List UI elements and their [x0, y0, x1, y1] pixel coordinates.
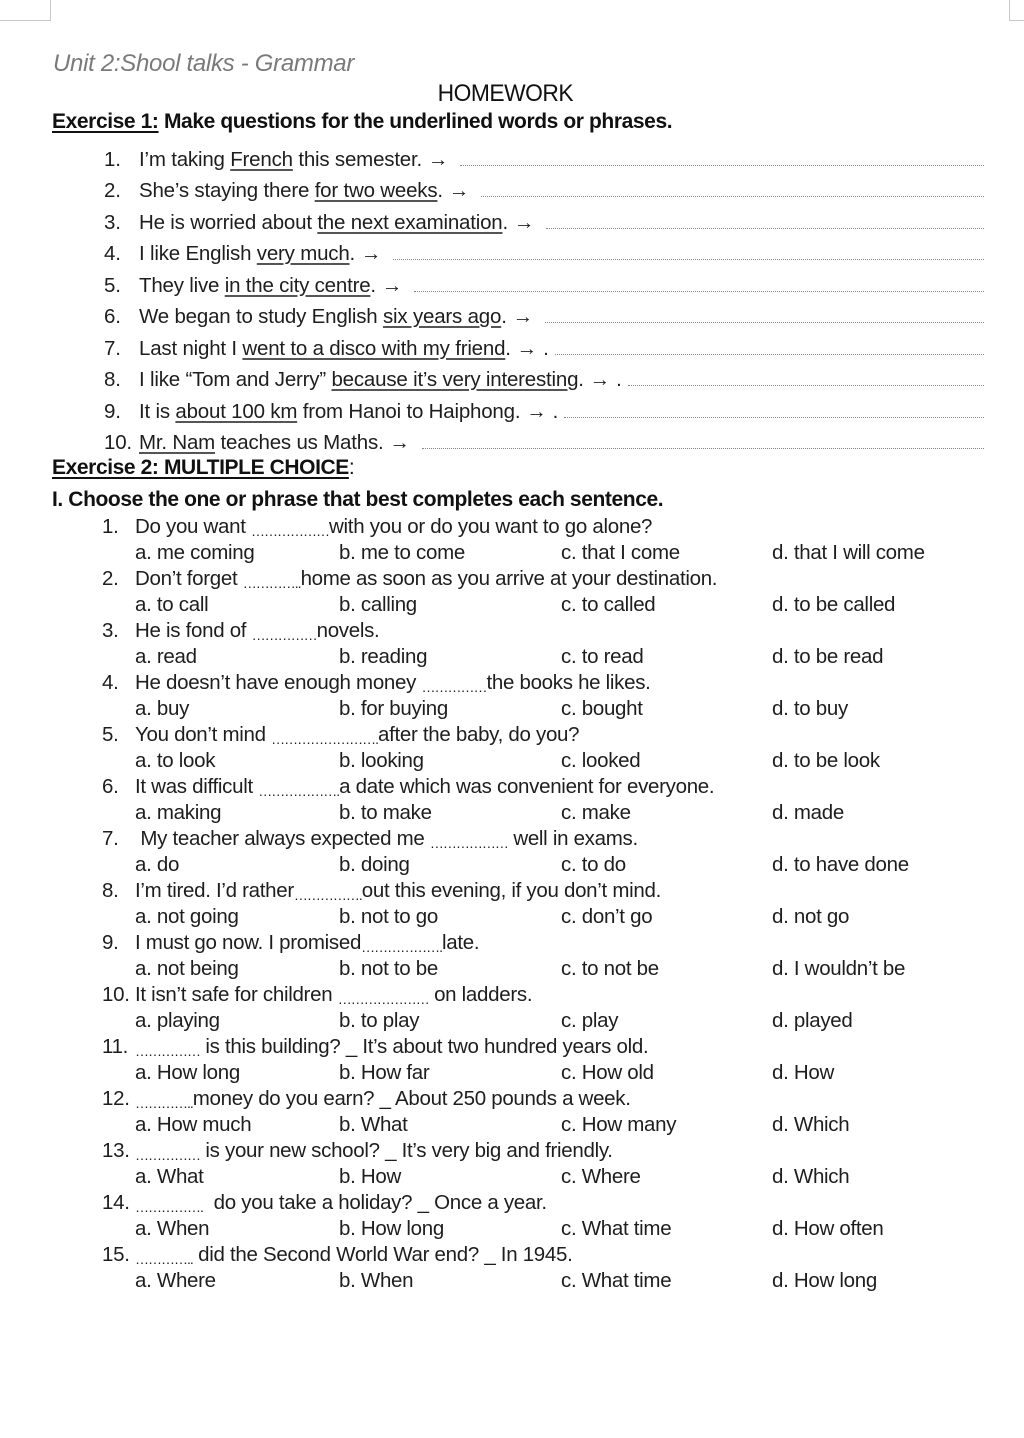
item-number: 5.: [104, 273, 121, 297]
option-b[interactable]: b. not to be: [339, 957, 438, 980]
option-a[interactable]: a. me coming: [135, 541, 255, 564]
answer-blank[interactable]: ……………….: [361, 939, 442, 955]
option-c[interactable]: c. How many: [561, 1113, 677, 1136]
question-number: 2.: [102, 567, 119, 590]
underlined-phrase: very much: [256, 242, 350, 265]
answer-lead: .: [543, 336, 549, 360]
question-after: the books he likes.: [486, 671, 651, 694]
sentence-before: I’m taking: [139, 147, 231, 171]
question-number: 4.: [102, 671, 119, 694]
question-text: [102, 513, 1002, 539]
sentence-before: He is worried about: [139, 210, 318, 234]
option-a[interactable]: a. to call: [135, 593, 209, 616]
answer-blank[interactable]: ……………: [421, 679, 487, 695]
answer-line[interactable]: [564, 417, 984, 418]
exercise1-item: [104, 172, 984, 204]
question-after: with you or do you want to go alone?: [329, 515, 653, 538]
sentence-before: They live: [139, 273, 225, 297]
option-b[interactable]: b. to play: [339, 1009, 420, 1032]
answer-blank[interactable]: …………….: [135, 1199, 203, 1215]
option-d[interactable]: d. played: [772, 1009, 853, 1032]
option-c[interactable]: c. to not be: [561, 957, 659, 980]
option-a[interactable]: a. How much: [135, 1113, 252, 1136]
question-before: Do you want: [135, 515, 252, 538]
answer-lead: .: [552, 399, 559, 423]
exercise2-heading: [52, 456, 354, 480]
options-row: [102, 643, 1002, 669]
option-d[interactable]: d. to be called: [772, 593, 896, 616]
sentence-after: .: [437, 179, 443, 202]
option-a[interactable]: a. Where: [135, 1269, 216, 1292]
option-c[interactable]: c. What time: [561, 1269, 672, 1292]
arrow-icon: →: [514, 210, 535, 234]
question-before: I must go now. I promised: [135, 931, 362, 954]
arrow-icon: →: [361, 242, 382, 265]
question-number: 15.: [102, 1243, 130, 1266]
option-d[interactable]: d. not go: [772, 905, 850, 928]
option-b[interactable]: b. looking: [339, 749, 424, 772]
item-number: 4.: [104, 242, 121, 265]
exercise1-item: [104, 203, 984, 235]
item-number: 7.: [104, 336, 121, 360]
option-c[interactable]: c. to do: [561, 853, 626, 876]
option-b[interactable]: b. How far: [339, 1061, 430, 1084]
question-before: Don’t forget: [135, 567, 243, 590]
option-c[interactable]: c. play: [561, 1009, 619, 1032]
question-number: 7.: [102, 827, 119, 850]
option-b[interactable]: b. to make: [339, 801, 432, 824]
options-row: [102, 747, 1002, 773]
option-c[interactable]: c. What time: [561, 1217, 672, 1240]
option-b[interactable]: b. calling: [339, 593, 417, 616]
homework-title: HOMEWORK: [437, 80, 574, 107]
option-b[interactable]: b. for buying: [339, 697, 448, 720]
sentence-after: .: [501, 305, 507, 328]
option-b[interactable]: b. not to go: [339, 905, 438, 928]
arrow-icon: →: [516, 336, 538, 360]
exercise1-heading: [52, 110, 672, 134]
answer-line[interactable]: [481, 196, 984, 197]
sentence-after: .: [578, 368, 584, 391]
question-after: after the baby, do you?: [377, 723, 580, 746]
sentence-before: She’s staying there: [139, 179, 315, 202]
question-text: [102, 1137, 1002, 1163]
arrow-icon: →: [381, 273, 403, 297]
question-text: [102, 617, 1002, 643]
question-number: 13.: [102, 1139, 130, 1162]
question-before: It isn’t safe for children: [135, 983, 338, 1006]
sentence-after: .: [370, 273, 376, 297]
option-c[interactable]: c. How old: [561, 1061, 654, 1084]
option-d[interactable]: d. Which: [772, 1165, 850, 1188]
option-b[interactable]: b. reading: [339, 645, 428, 668]
question-number: 10.: [102, 983, 130, 1006]
question-before: I’m tired. I’d rather: [135, 879, 294, 902]
question-before: It was difficult: [135, 775, 259, 798]
question-after: do you take a holiday? _ Once a year.: [202, 1191, 547, 1214]
underlined-phrase: for two weeks: [314, 179, 438, 202]
answer-line[interactable]: [414, 291, 984, 292]
sentence-after: .: [349, 242, 356, 265]
options-row: [102, 695, 1002, 721]
underlined-phrase: Mr. Nam: [139, 431, 216, 454]
item-number: 9.: [104, 399, 121, 423]
options-row: [102, 851, 1002, 877]
exercise1-item: [104, 361, 984, 393]
sentence-after: .: [502, 210, 508, 234]
options-row: [102, 1059, 1002, 1085]
option-c[interactable]: c. looked: [561, 749, 641, 772]
question-number: 8.: [102, 879, 119, 902]
underlined-phrase: went to a disco with my friend: [242, 336, 506, 360]
underlined-phrase: the next examination: [317, 210, 503, 234]
exercise2-label: Exercise 2: MULTIPLE CHOICE: [52, 456, 349, 479]
question-number: 14.: [102, 1191, 130, 1214]
item-number: 2.: [104, 179, 121, 202]
question-before: He is fond of: [135, 619, 252, 642]
options-row: [102, 1215, 1002, 1241]
page-corner-top-left: [0, 0, 51, 21]
options-row: [102, 1007, 1002, 1033]
answer-line[interactable]: [628, 385, 984, 386]
question-after: did the Second World War end? _ In 1945.: [192, 1243, 573, 1266]
exercise2-part-instruction: I. Choose the one or phrase that best completes each sentence.: [52, 488, 664, 511]
option-a[interactable]: a. playing: [135, 1009, 220, 1032]
option-d[interactable]: d. I wouldn’t be: [772, 957, 906, 980]
question-text: [102, 669, 1002, 695]
question-text: [102, 981, 1002, 1007]
exercise1-item: [104, 298, 984, 330]
exercise1-item: [104, 424, 984, 456]
options-row: [102, 1267, 1002, 1293]
arrow-icon: →: [389, 431, 410, 454]
question-number: 5.: [102, 723, 119, 746]
option-d[interactable]: d. that I will come: [772, 541, 925, 564]
exercise1-instruction: Make questions for the underlined words or phrases.: [158, 110, 673, 133]
underlined-phrase: French: [230, 147, 293, 171]
option-c[interactable]: c. that I come: [561, 541, 680, 564]
answer-blank[interactable]: ……………: [251, 627, 317, 643]
exercise1-item: [104, 329, 984, 361]
answer-blank[interactable]: ……………: [135, 1147, 200, 1163]
answer-line[interactable]: [545, 322, 984, 323]
option-a[interactable]: a. do: [135, 853, 180, 876]
underlined-phrase: about 100 km: [175, 399, 298, 423]
option-d[interactable]: d. Which: [772, 1113, 850, 1136]
options-row: [102, 799, 1002, 825]
sentence-before: It is: [139, 399, 176, 423]
question-after: novels.: [316, 619, 380, 642]
answer-blank[interactable]: ……………….: [258, 783, 340, 799]
option-a[interactable]: a. buy: [135, 697, 190, 720]
item-number: 10.: [104, 431, 132, 454]
arrow-icon: →: [589, 368, 611, 391]
option-d[interactable]: d. to be read: [772, 645, 884, 668]
arrow-icon: →: [526, 399, 547, 423]
question-before: You don’t mind: [135, 723, 272, 746]
option-a[interactable]: a. What: [135, 1165, 204, 1188]
sentence-after: from Hanoi to Haiphong.: [297, 399, 521, 423]
option-a[interactable]: a. When: [135, 1217, 210, 1240]
option-b[interactable]: b. How long: [339, 1217, 444, 1240]
question-text: [102, 877, 1002, 903]
option-d[interactable]: d. to be look: [772, 749, 880, 772]
answer-blank[interactable]: …………………: [337, 991, 429, 1007]
answer-blank[interactable]: ……………: [135, 1043, 200, 1059]
question-after: is your new school? _ It’s very big and friendly.: [200, 1139, 613, 1162]
arrow-icon: →: [428, 147, 449, 171]
question-text: [102, 825, 1002, 851]
option-c[interactable]: c. to called: [561, 593, 656, 616]
option-b[interactable]: b. me to come: [339, 541, 465, 564]
question-text: [102, 721, 1002, 747]
option-a[interactable]: a. How long: [135, 1061, 240, 1084]
question-number: 11.: [102, 1035, 129, 1058]
options-row: [102, 1163, 1002, 1189]
exercise1-item: [104, 266, 984, 298]
unit-title: Unit 2:Shool talks - Grammar: [53, 50, 355, 77]
sentence-before: I like English: [139, 242, 257, 265]
underlined-phrase: six years ago: [383, 305, 502, 328]
sentence-before: We began to study English: [139, 305, 383, 328]
question-after: money do you earn? _ About 250 pounds a week.: [192, 1087, 631, 1110]
option-a[interactable]: a. not being: [135, 957, 239, 980]
item-number: 3.: [104, 210, 121, 234]
answer-blank[interactable]: …………..: [135, 1095, 193, 1111]
option-d[interactable]: d. to have done: [772, 853, 909, 876]
option-c[interactable]: c. don’t go: [561, 905, 653, 928]
item-number: 1.: [104, 147, 121, 171]
answer-blank[interactable]: ………………: [251, 523, 330, 539]
underlined-phrase: because it’s very interesting: [331, 368, 579, 391]
options-row: [102, 903, 1002, 929]
question-text: [102, 1033, 1002, 1059]
option-d[interactable]: d. made: [772, 801, 844, 824]
option-d[interactable]: d. to buy: [772, 697, 848, 720]
exercise1-item: [104, 235, 984, 267]
question-text: [102, 1189, 1002, 1215]
option-a[interactable]: a. read: [135, 645, 197, 668]
question-after: out this evening, if you don’t mind.: [361, 879, 661, 902]
answer-line[interactable]: [393, 259, 984, 260]
exercise1-item: [104, 140, 984, 172]
answer-blank[interactable]: …………….: [293, 887, 362, 903]
options-row: [102, 1111, 1002, 1137]
page-corner-top-right: [1009, 0, 1024, 21]
question-after: a date which was convenient for everyone.: [339, 775, 715, 798]
sentence-after: .: [505, 336, 511, 360]
item-number: 8.: [104, 368, 121, 391]
question-text: [102, 565, 1002, 591]
exercise1-item: [104, 392, 984, 424]
question-text: [102, 773, 1002, 799]
question-number: 9.: [102, 931, 119, 954]
exercise1-label: Exercise 1:: [52, 110, 159, 133]
question-number: 6.: [102, 775, 119, 798]
sentence-after: teaches us Maths.: [215, 431, 384, 454]
option-d[interactable]: d. How long: [772, 1269, 877, 1292]
underlined-phrase: in the city centre: [224, 273, 371, 297]
sentence-before: Last night I: [139, 336, 243, 360]
question-text: [102, 1085, 1002, 1111]
answer-line[interactable]: [460, 165, 984, 166]
arrow-icon: →: [512, 305, 533, 328]
question-after: is this building? _ It’s about two hundred years old.: [200, 1035, 649, 1058]
option-b[interactable]: b. What: [339, 1113, 408, 1136]
question-after: late.: [441, 931, 480, 954]
answer-blank[interactable]: ………………: [429, 835, 508, 851]
exercise2-label-suffix: :: [348, 456, 355, 479]
answer-lead: .: [616, 368, 622, 391]
question-after: home as soon as you arrive at your destination.: [300, 567, 718, 590]
option-b[interactable]: b. doing: [339, 853, 410, 876]
sentence-before: I like “Tom and Jerry”: [139, 368, 332, 391]
item-number: 6.: [104, 305, 121, 328]
option-d[interactable]: d. How often: [772, 1217, 884, 1240]
question-text: [102, 929, 1002, 955]
answer-blank[interactable]: …………..: [135, 1251, 193, 1267]
option-c[interactable]: c. bought: [561, 697, 643, 720]
option-d[interactable]: d. How: [772, 1061, 835, 1084]
question-number: 3.: [102, 619, 119, 642]
question-after: on ladders.: [428, 983, 533, 1006]
arrow-icon: →: [448, 179, 470, 202]
question-before: He doesn’t have enough money: [135, 671, 422, 694]
option-a[interactable]: a. making: [135, 801, 222, 824]
question-number: 12.: [102, 1087, 130, 1110]
sentence-after: this semester.: [292, 147, 423, 171]
question-text: [102, 1241, 1002, 1267]
options-row: [102, 591, 1002, 617]
options-row: [102, 955, 1002, 981]
question-number: 1.: [102, 515, 119, 538]
option-c[interactable]: c. make: [561, 801, 631, 824]
option-c[interactable]: c. to read: [561, 645, 644, 668]
options-row: [102, 539, 1002, 565]
answer-line[interactable]: [546, 228, 984, 229]
exercise1-list: [104, 140, 984, 455]
answer-blank[interactable]: …………………….: [271, 731, 378, 747]
answer-blank[interactable]: …………..: [242, 575, 301, 591]
question-after: well in exams.: [507, 827, 638, 850]
answer-line[interactable]: [422, 448, 984, 449]
option-a[interactable]: a. to look: [135, 749, 216, 772]
option-b[interactable]: b. How: [339, 1165, 402, 1188]
option-a[interactable]: a. not going: [135, 905, 239, 928]
option-c[interactable]: c. Where: [561, 1165, 641, 1188]
option-b[interactable]: b. When: [339, 1269, 414, 1292]
exercise2-list: [102, 513, 1002, 1293]
answer-line[interactable]: [555, 354, 984, 355]
question-before: My teacher always expected me: [135, 827, 430, 850]
